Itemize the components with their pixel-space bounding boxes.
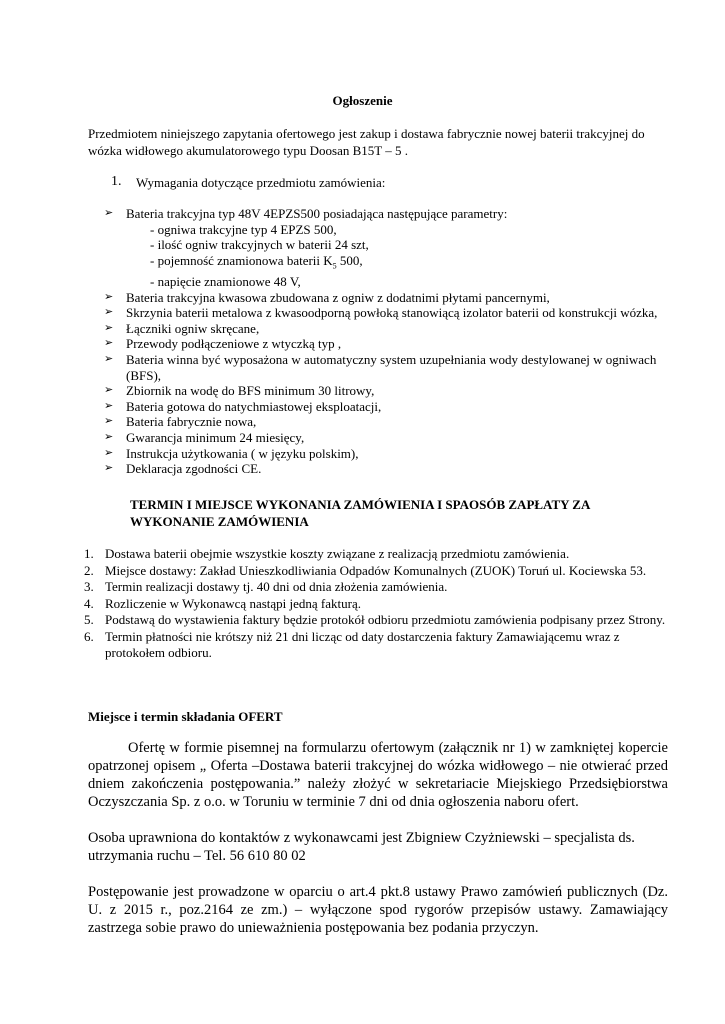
list-item: ➢ Instrukcja użytkowania ( w języku polskim), [104, 445, 359, 461]
arrow-bullet-icon: ➢ [104, 430, 114, 443]
list-item: ➢ Przewody podłączeniowe z wtyczką typ , [104, 336, 342, 352]
battery-param: - napięcie znamionowe 48 V, [150, 273, 301, 289]
requirements-number: 1. [111, 174, 122, 189]
list-item: ➢ Gwarancja minimum 24 miesięcy, [104, 429, 305, 445]
terms-list [84, 546, 669, 662]
arrow-bullet-icon: ➢ [104, 384, 114, 397]
list-item: 6. Termin płatności nie krótszy niż 21 dni licząc od daty dostarczenia faktury Zamawiającemu wraz z protokołem odbioru. [84, 628, 620, 660]
arrow-bullet-icon: ➢ [104, 415, 114, 428]
list-item: ➢ Bateria gotowa do natychmiastowej eksploatacji, [104, 398, 382, 414]
list-item: ➢ Zbiornik na wodę do BFS minimum 30 litrowy, [104, 383, 375, 399]
legal-paragraph: Postępowanie jest prowadzone w oparciu o art.4 pkt.8 ustawy Prawo zamówień publicznych (Dz. U. z 2015 r., poz.2164 ze zm.) – wyłączone spod rygorów przepisów ustawy. Zamawiający zastrzega sobie prawo do unieważnienia postępowania bez podania przyczyn. [88, 884, 668, 936]
list-item: ➢ Łączniki ogniw skręcane, [104, 320, 260, 336]
list-item: 5. Podstawą do wystawienia faktury będzie protokół odbioru przedmiotu zamówienia podpisany przez Strony. [84, 612, 666, 627]
capacity-subscript: 5 [332, 261, 337, 271]
section-heading: TERMIN I MIEJSCE WYKONANIA ZAMÓWIENIA I SPAOSÓB ZAPŁATY ZA WYKONANIE ZAMÓWIENIA [130, 497, 590, 529]
list-item: 2. Miejsce dostawy: Zakład Unieszkodliwiania Odpadów Komunalnych (ZUOK) Toruń ul. Kociewska 53. [84, 562, 647, 578]
list-item: ➢ Deklaracja zgodności CE. [104, 461, 262, 477]
list-item: 4. Rozliczenie w Wykonawcą nastąpi jedną fakturą. [84, 595, 361, 611]
ofert-heading: Miejsce i termin składania OFERT [88, 709, 283, 724]
requirements-heading: Wymagania dotyczące przedmiotu zamówienia: [136, 175, 386, 190]
arrow-bullet-icon: ➢ [104, 446, 114, 459]
list-item: 3. Termin realizacji dostawy tj. 40 dni od dnia złożenia zamówienia. [84, 579, 448, 594]
list-item: ➢ Bateria winna być wyposażona w automatyczny system uzupełniania wody destylowanej w ogniwach (BFS), [104, 351, 657, 383]
list-item: ➢ Skrzynia baterii metalowa z kwasoodporną powłoką stanowiącą izolator baterii od konstrukcji wózka, [104, 305, 658, 321]
arrow-bullet-icon: ➢ [104, 306, 114, 319]
arrow-bullet-icon: ➢ [104, 399, 114, 412]
list-item: ➢ Bateria trakcyjna kwasowa zbudowana z ogniw z dodatnimi płytami pancernymi, [104, 289, 550, 305]
intro-paragraph: Przedmiotem niniejszego zapytania ofertowego jest zakup i dostawa fabrycznie nowej baterii trakcyjnej do wózka widłowego akumulatorowego typu Doosan B15T – 5 . [88, 126, 645, 158]
list-item: ➢ Bateria fabrycznie nowa, [104, 414, 257, 430]
list-item [104, 206, 664, 290]
requirements-list [104, 206, 664, 477]
arrow-bullet-icon: ➢ [104, 462, 114, 475]
contact-paragraph: Osoba uprawniona do kontaktów z wykonawcami jest Zbigniew Czyżniewski – specjalista ds. utrzymania ruchu – Tel. 56 610 80 02 [88, 830, 635, 864]
arrow-bullet-icon: ➢ [104, 337, 114, 350]
arrow-bullet-icon: ➢ [104, 352, 114, 365]
page-title: Ogłoszenie [332, 93, 393, 108]
battery-param: - ilość ogniw trakcyjnych w baterii 24 szt, [150, 237, 369, 253]
offer-paragraph: Ofertę w formie pisemnej na formularzu ofertowym (załącznik nr 1) w zamkniętej kopercie opatrzonej opisem „ Oferta –Dostawa baterii trakcyjnej do wózka widłowego – nie otwierać przed dniem zakończenia postępowania.” należy złożyć w sekretariacie Miejskiego Przedsiębiorstwa Oczyszczania Sp. z o.o. w Toruniu w terminie 7 dni od dnia ogłoszenia naboru ofert. [88, 740, 668, 810]
battery-label: Bateria trakcyjna typ 48V 4EPZS500 posiadająca następujące parametry: [126, 206, 508, 221]
arrow-bullet-icon: ➢ [104, 207, 114, 219]
arrow-bullet-icon: ➢ [104, 290, 114, 303]
list-item: 1. Dostawa baterii obejmie wszystkie koszty związane z realizacją przedmiotu zamówienia. [84, 546, 570, 561]
battery-param-capacity: - pojemność znamionowa baterii $K_5$ 500, [150, 252, 363, 271]
battery-param: - ogniwa trakcyjne typ 4 EPZS 500, [150, 221, 337, 237]
arrow-bullet-icon: ➢ [104, 321, 114, 334]
